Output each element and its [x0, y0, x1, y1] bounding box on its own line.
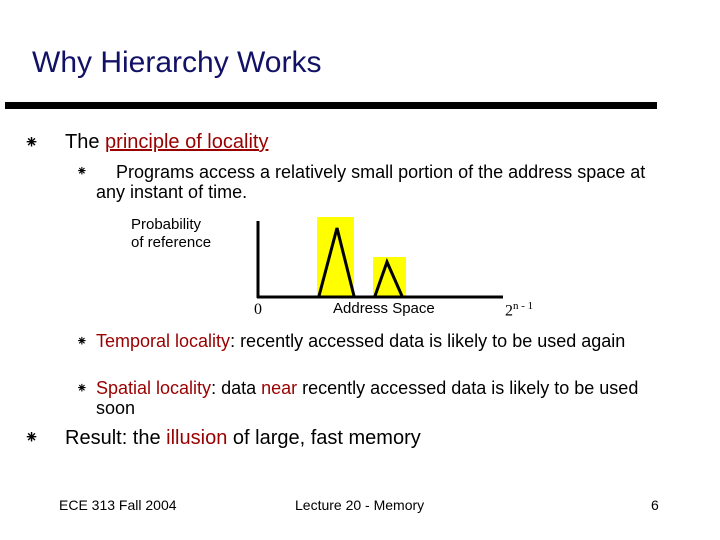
x-axis-end-label: 2$^{n - 1}$	[505, 300, 534, 320]
subbullet-icon: ⁕	[76, 164, 88, 180]
temporal-locality-term: Temporal locality	[96, 331, 231, 351]
slide-title: Why Hierarchy Works	[32, 46, 322, 79]
footer-course: ECE 313 Fall 2004	[59, 497, 177, 513]
bullet-result: Result: the illusion of large, fast memory	[65, 427, 421, 449]
subbullet-spatial-locality: Spatial locality: data near recently accessed data is likely to be used soon	[96, 378, 639, 418]
x-axis-start-label: 0	[254, 301, 262, 318]
bullet-icon: ⁕	[24, 132, 40, 153]
spatial-locality-term: Spatial locality	[96, 378, 212, 398]
subbullet-programs-access: Programs access a relatively small portion of the address space at any instant of time.	[96, 162, 646, 202]
subbullet-temporal-locality: Temporal locality: recently accessed data is likely to be used again	[96, 331, 626, 351]
illusion-term: illusion	[166, 427, 228, 449]
page-number: 6	[651, 497, 659, 513]
y-axis-label: Probability of reference	[131, 216, 212, 251]
bullet-prefix: The	[65, 131, 106, 153]
x-axis-label: Address Space	[333, 300, 435, 317]
subbullet-icon: ⁕	[76, 334, 88, 350]
principle-of-locality-term: principle of locality	[105, 131, 269, 153]
footer-lecture: Lecture 20 - Memory	[295, 497, 425, 513]
near-term: near	[261, 378, 298, 398]
subbullet-icon: ⁕	[76, 381, 88, 397]
bullet-icon: ⁕	[24, 427, 40, 448]
